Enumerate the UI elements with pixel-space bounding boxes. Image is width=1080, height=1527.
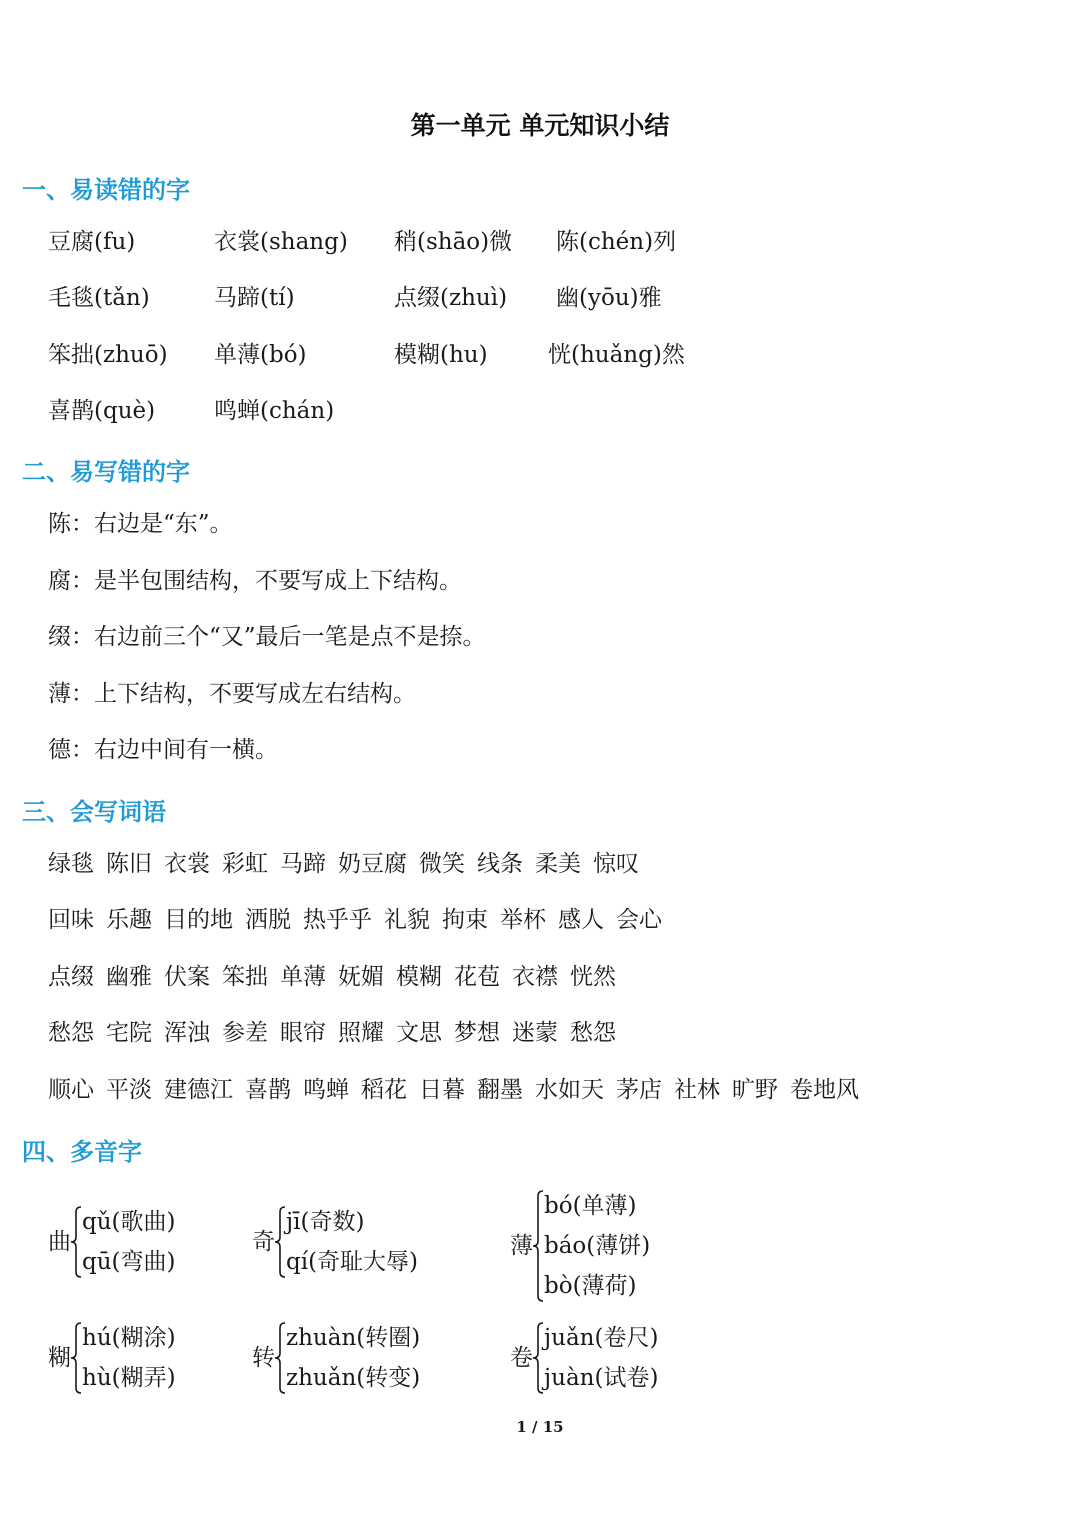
vocab-word: 宅院	[106, 1020, 152, 1046]
pinyin-entry: 衣裳(shang)	[214, 229, 348, 255]
vocab-word: 陈旧	[106, 851, 152, 877]
vocab-word: 马蹄	[280, 851, 326, 877]
vocab-word: 茅店	[616, 1077, 662, 1103]
pinyin-entry: 恍(huǎng)然	[548, 342, 685, 368]
pinyin-reading: zhuǎn(转变)	[286, 1365, 421, 1391]
vocab-word: 旷野	[732, 1077, 778, 1103]
polyphonic-char: 奇	[252, 1229, 275, 1255]
pinyin-entry: 马蹄(tí)	[214, 285, 295, 311]
left-brace-icon	[274, 1206, 286, 1278]
left-brace-icon	[532, 1322, 544, 1394]
word-row	[48, 957, 628, 997]
pinyin-entry: 点缀(zhuì)	[394, 285, 508, 311]
vocab-word: 愁怨	[570, 1020, 616, 1046]
pinyin-entry: 笨拙(zhuō)	[48, 342, 168, 368]
vocab-word: 伏案	[164, 964, 210, 990]
vocab-word: 日暮	[419, 1077, 465, 1103]
pinyin-reading: báo(薄饼)	[544, 1233, 651, 1259]
section-heading-1: 一、易读错的字	[22, 176, 190, 204]
polyphonic-char: 卷	[510, 1345, 533, 1371]
vocab-word: 举杯	[500, 907, 546, 933]
vocab-word: 热乎乎	[303, 907, 372, 933]
vocab-word: 感人	[558, 907, 604, 933]
section-heading-3: 三、会写词语	[22, 798, 166, 826]
left-brace-icon	[70, 1206, 82, 1278]
word-row	[48, 900, 674, 940]
vocab-word: 喜鹊	[245, 1077, 291, 1103]
polyphonic-group	[252, 1318, 512, 1398]
vocab-word: 平淡	[106, 1077, 152, 1103]
vocab-word: 模糊	[396, 964, 442, 990]
pinyin-row	[0, 278, 1080, 318]
vocab-word: 愁怨	[48, 1020, 94, 1046]
pinyin-entry: 毛毯(tǎn)	[48, 285, 150, 311]
left-brace-icon	[274, 1322, 286, 1394]
left-brace-icon	[532, 1190, 544, 1302]
pinyin-reading: bó(单薄)	[544, 1193, 637, 1219]
vocab-word: 浑浊	[164, 1020, 210, 1046]
vocab-word: 眼帘	[280, 1020, 326, 1046]
pinyin-reading: juǎn(卷尺)	[544, 1325, 659, 1351]
pinyin-reading: bò(薄荷)	[544, 1273, 637, 1299]
vocab-word: 恍然	[570, 964, 616, 990]
vocab-word: 卷地风	[790, 1077, 859, 1103]
vocab-word: 洒脱	[245, 907, 291, 933]
pinyin-reading: qǔ(歌曲)	[82, 1209, 176, 1235]
vocab-word: 衣襟	[512, 964, 558, 990]
vocab-word: 单薄	[280, 964, 326, 990]
vocab-word: 点缀	[48, 964, 94, 990]
writing-note: 薄：上下结构，不要写成左右结构。	[48, 681, 416, 707]
writing-note: 德：右边中间有一横。	[48, 737, 278, 763]
pinyin-entry: 豆腐(fu)	[48, 229, 136, 255]
vocab-word: 拘束	[442, 907, 488, 933]
vocab-word: 花苞	[454, 964, 500, 990]
polyphonic-group	[510, 1186, 770, 1306]
pinyin-reading: zhuàn(转圈)	[286, 1325, 421, 1351]
vocab-word: 水如天	[535, 1077, 604, 1103]
vocab-word: 惊叹	[593, 851, 639, 877]
polyphonic-group	[252, 1202, 512, 1282]
pinyin-entry: 陈(chén)列	[556, 229, 677, 255]
pinyin-reading: jī(奇数)	[286, 1209, 365, 1235]
vocab-word: 妩媚	[338, 964, 384, 990]
vocab-word: 参差	[222, 1020, 268, 1046]
pinyin-entry: 喜鹊(què)	[48, 398, 156, 424]
pinyin-entry: 模糊(hu)	[394, 342, 488, 368]
vocab-word: 目的地	[164, 907, 233, 933]
section-heading-2: 二、易写错的字	[22, 458, 190, 486]
pinyin-reading: qí(奇耻大辱)	[286, 1249, 419, 1275]
vocab-word: 绿毯	[48, 851, 94, 877]
vocab-word: 翻墨	[477, 1077, 523, 1103]
vocab-word: 微笑	[419, 851, 465, 877]
word-row	[48, 1013, 628, 1053]
writing-note: 腐：是半包围结构，不要写成上下结构。	[48, 568, 462, 594]
vocab-word: 顺心	[48, 1077, 94, 1103]
polyphonic-char: 薄	[510, 1233, 533, 1259]
page-number: 1 / 15	[516, 1418, 564, 1436]
vocab-word: 笨拙	[222, 964, 268, 990]
vocab-word: 礼貌	[384, 907, 430, 933]
vocab-word: 鸣蝉	[303, 1077, 349, 1103]
pinyin-entry: 鸣蝉(chán)	[214, 398, 335, 424]
vocab-word: 文思	[396, 1020, 442, 1046]
vocab-word: 幽雅	[106, 964, 152, 990]
pinyin-row	[0, 335, 1080, 375]
vocab-word: 回味	[48, 907, 94, 933]
polyphonic-char: 曲	[48, 1229, 71, 1255]
vocab-word: 奶豆腐	[338, 851, 407, 877]
page-title: 第一单元 单元知识小结	[410, 111, 670, 140]
writing-note: 缀：右边前三个“又”最后一笔是点不是捺。	[48, 624, 486, 650]
section-heading-4: 四、多音字	[22, 1138, 142, 1166]
left-brace-icon	[70, 1322, 82, 1394]
vocab-word: 彩虹	[222, 851, 268, 877]
vocab-word: 线条	[477, 851, 523, 877]
pinyin-entry: 单薄(bó)	[214, 342, 307, 368]
polyphonic-group	[510, 1318, 770, 1398]
pinyin-row	[0, 391, 1080, 431]
polyphonic-char: 糊	[48, 1345, 71, 1371]
pinyin-reading: juàn(试卷)	[544, 1365, 659, 1391]
pinyin-entry: 幽(yōu)雅	[556, 285, 662, 311]
writing-note: 陈：右边是“东”。	[48, 511, 233, 537]
word-row	[48, 1070, 871, 1110]
vocab-word: 照耀	[338, 1020, 384, 1046]
pinyin-reading: qū(弯曲)	[82, 1249, 176, 1275]
pinyin-entry: 稍(shāo)微	[394, 229, 513, 255]
vocab-word: 衣裳	[164, 851, 210, 877]
pinyin-reading: hú(糊涂)	[82, 1325, 176, 1351]
vocab-word: 梦想	[454, 1020, 500, 1046]
vocab-word: 社林	[674, 1077, 720, 1103]
vocab-word: 会心	[616, 907, 662, 933]
vocab-word: 迷蒙	[512, 1020, 558, 1046]
pinyin-reading: hù(糊弄)	[82, 1365, 176, 1391]
polyphonic-char: 转	[252, 1345, 275, 1371]
word-row	[48, 844, 651, 884]
vocab-word: 柔美	[535, 851, 581, 877]
vocab-word: 乐趣	[106, 907, 152, 933]
vocab-word: 稻花	[361, 1077, 407, 1103]
vocab-word: 建德江	[164, 1077, 233, 1103]
pinyin-row	[0, 222, 1080, 262]
